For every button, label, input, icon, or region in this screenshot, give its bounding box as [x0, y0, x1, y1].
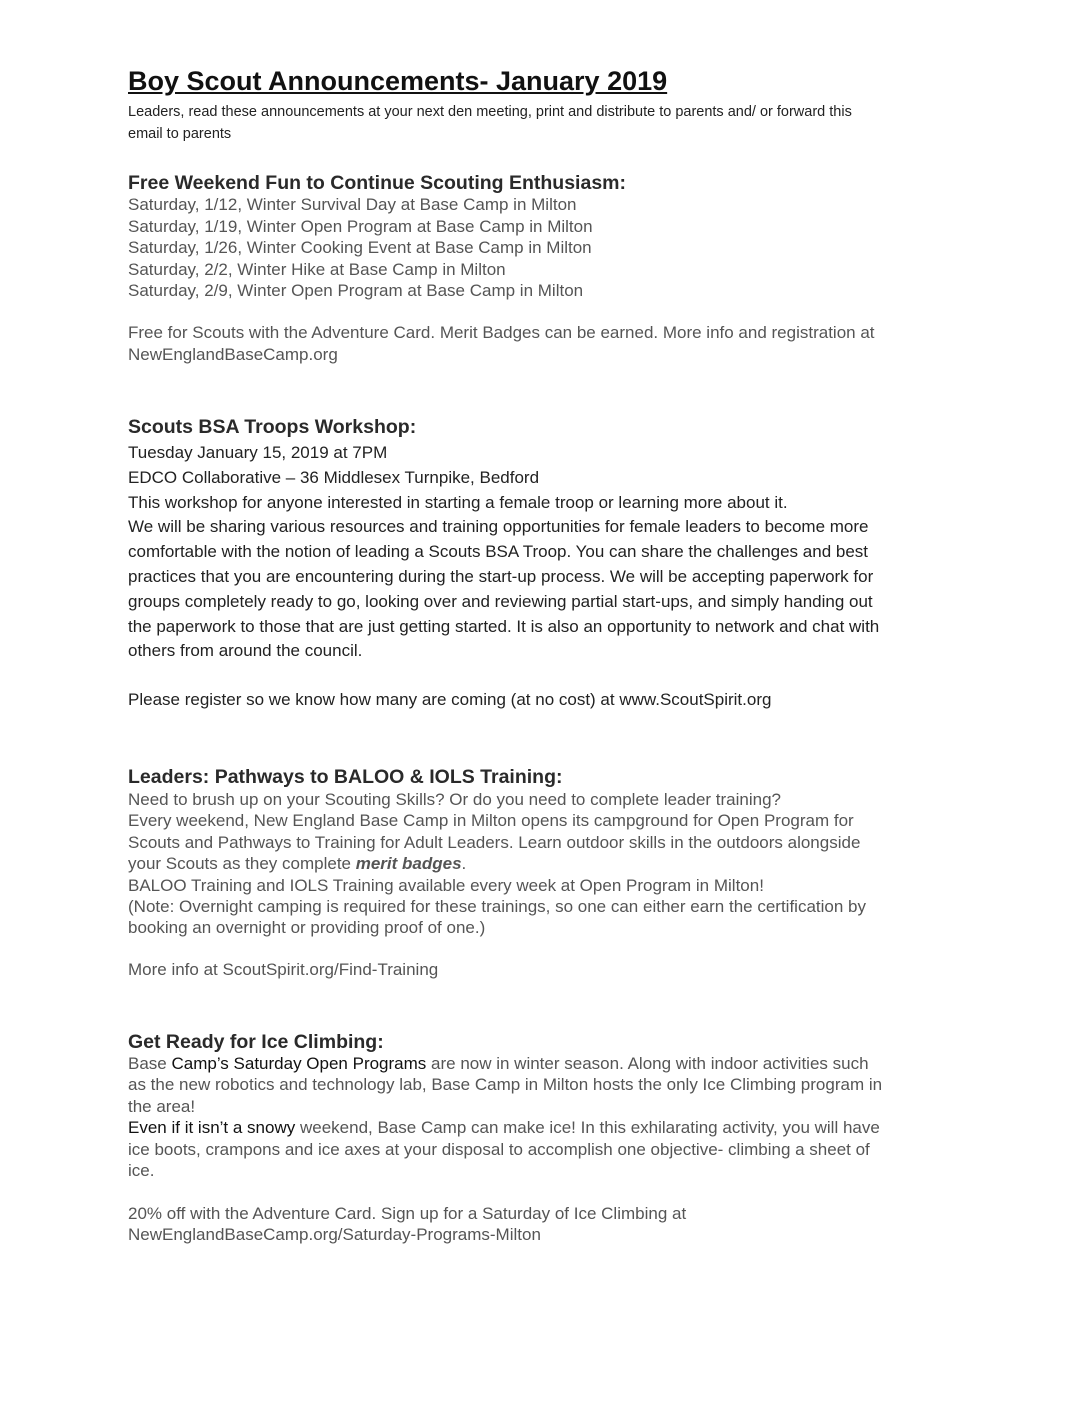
workshop-heading: Scouts BSA Troops Workshop:	[128, 416, 417, 438]
free-weekend-note	[128, 322, 968, 365]
workshop-register	[128, 688, 968, 713]
leaders-line-suffix: .	[461, 854, 467, 874]
offer-line: NewEnglandBaseCamp.org/Saturday-Programs-Milton	[128, 1225, 541, 1245]
leaders-line: booking an overnight or providing proof of one.)	[128, 918, 486, 938]
leaders-line	[128, 853, 968, 874]
event-item: Saturday, 1/12, Winter Survival Day at Base Camp in Milton	[128, 195, 577, 214]
ice-line-part: are now in winter season. Along with indoor activities such	[426, 1054, 869, 1073]
workshop-line: We will be sharing various resources and training opportunities for female leaders to become more	[128, 517, 869, 537]
more-info-line: More info at ScoutSpirit.org/Find-Training	[128, 960, 439, 979]
ice-line: the area!	[128, 1096, 196, 1116]
event-item: Saturday, 1/19, Winter Open Program at Base Camp in Milton	[128, 216, 593, 236]
intro-line: email to parents	[128, 126, 232, 142]
workshop-line: comfortable with the notion of leading a Scouts BSA Troop. You can share the challenges and best	[128, 542, 868, 562]
workshop-line: EDCO Collaborative – 36 Middlesex Turnpike, Bedford	[128, 467, 540, 487]
leaders-line: Scouts and Pathways to Training for Adult Leaders. Learn outdoor skills in the outdoors alongside	[128, 832, 861, 852]
note-line: NewEnglandBaseCamp.org	[128, 344, 338, 364]
ice-line-part: Even if it isn’t a snowy	[128, 1118, 296, 1138]
leaders-line: Need to brush up on your Scouting Skills? Or do you need to complete leader training?	[128, 790, 782, 809]
workshop-line: others from around the council.	[128, 641, 363, 661]
ice-line-part: Base	[128, 1054, 172, 1073]
leaders-more-info	[128, 959, 968, 980]
ice-line	[128, 1117, 968, 1138]
ice-line-part: weekend, Base Camp can make ice! In this exhilarating activity, you will have	[295, 1118, 880, 1138]
ice-line: ice boots, crampons and ice axes at your disposal to accomplish one objective- climbing a sheet of	[128, 1139, 870, 1159]
workshop-body	[128, 441, 968, 664]
leaders-line: BALOO Training and IOLS Training available every week at Open Program in Milton!	[128, 875, 764, 895]
workshop-line: practices that you are encountering during the start-up process. We will be accepting paperwork for	[128, 566, 874, 586]
ice-line: as the new robotics and technology lab, Base Camp in Milton hosts the only Ice Climbing program in	[128, 1075, 883, 1095]
ice-climbing-body	[128, 1053, 968, 1181]
leaders-line: Every weekend, New England Base Camp in Milton opens its campground for Open Program for	[128, 811, 854, 831]
leaders-line-prefix: your Scouts as they complete	[128, 854, 356, 874]
intro-line: Leaders, read these announcements at your next den meeting, print and distribute to parents and/ or forward this	[128, 104, 852, 120]
ice-climbing-offer	[128, 1203, 968, 1246]
workshop-line: This workshop for anyone interested in starting a female troop or learning more about it.	[128, 492, 788, 512]
offer-line: 20% off with the Adventure Card. Sign up for a Saturday of Ice Climbing at	[128, 1204, 687, 1223]
leaders-heading: Leaders: Pathways to BALOO & IOLS Training:	[128, 766, 563, 788]
leaders-line: (Note: Overnight camping is required for these trainings, so one can either earn the certification by	[128, 897, 866, 917]
workshop-line: Tuesday January 15, 2019 at 7PM	[128, 443, 388, 462]
free-weekend-heading: Free Weekend Fun to Continue Scouting Enthusiasm:	[128, 172, 627, 194]
event-item: Saturday, 1/26, Winter Cooking Event at Base Camp in Milton	[128, 238, 592, 258]
ice-line	[128, 1053, 968, 1074]
event-item: Saturday, 2/2, Winter Hike at Base Camp in Milton	[128, 259, 506, 279]
leaders-body	[128, 789, 968, 939]
workshop-line: the paperwork to those that are just getting started. It is also an opportunity to network and chat with	[128, 616, 880, 636]
merit-badges-emphasis: merit badges	[355, 854, 462, 874]
intro-paragraph	[128, 101, 948, 145]
free-weekend-events	[128, 194, 968, 302]
page-title: Boy Scout Announcements- January 2019	[128, 66, 668, 96]
register-line: Please register so we know how many are coming (at no cost) at www.ScoutSpirit.org	[128, 690, 772, 709]
note-line: Free for Scouts with the Adventure Card. Merit Badges can be earned. More info and registration at	[128, 323, 875, 342]
ice-line-part: Camp’s Saturday Open Programs	[171, 1054, 427, 1073]
ice-climbing-heading: Get Ready for Ice Climbing:	[128, 1031, 384, 1053]
workshop-line: groups completely ready to go, looking over and reviewing partial start-ups, and simply handing out	[128, 591, 873, 611]
ice-line: ice.	[128, 1161, 155, 1181]
event-item: Saturday, 2/9, Winter Open Program at Base Camp in Milton	[128, 281, 584, 301]
